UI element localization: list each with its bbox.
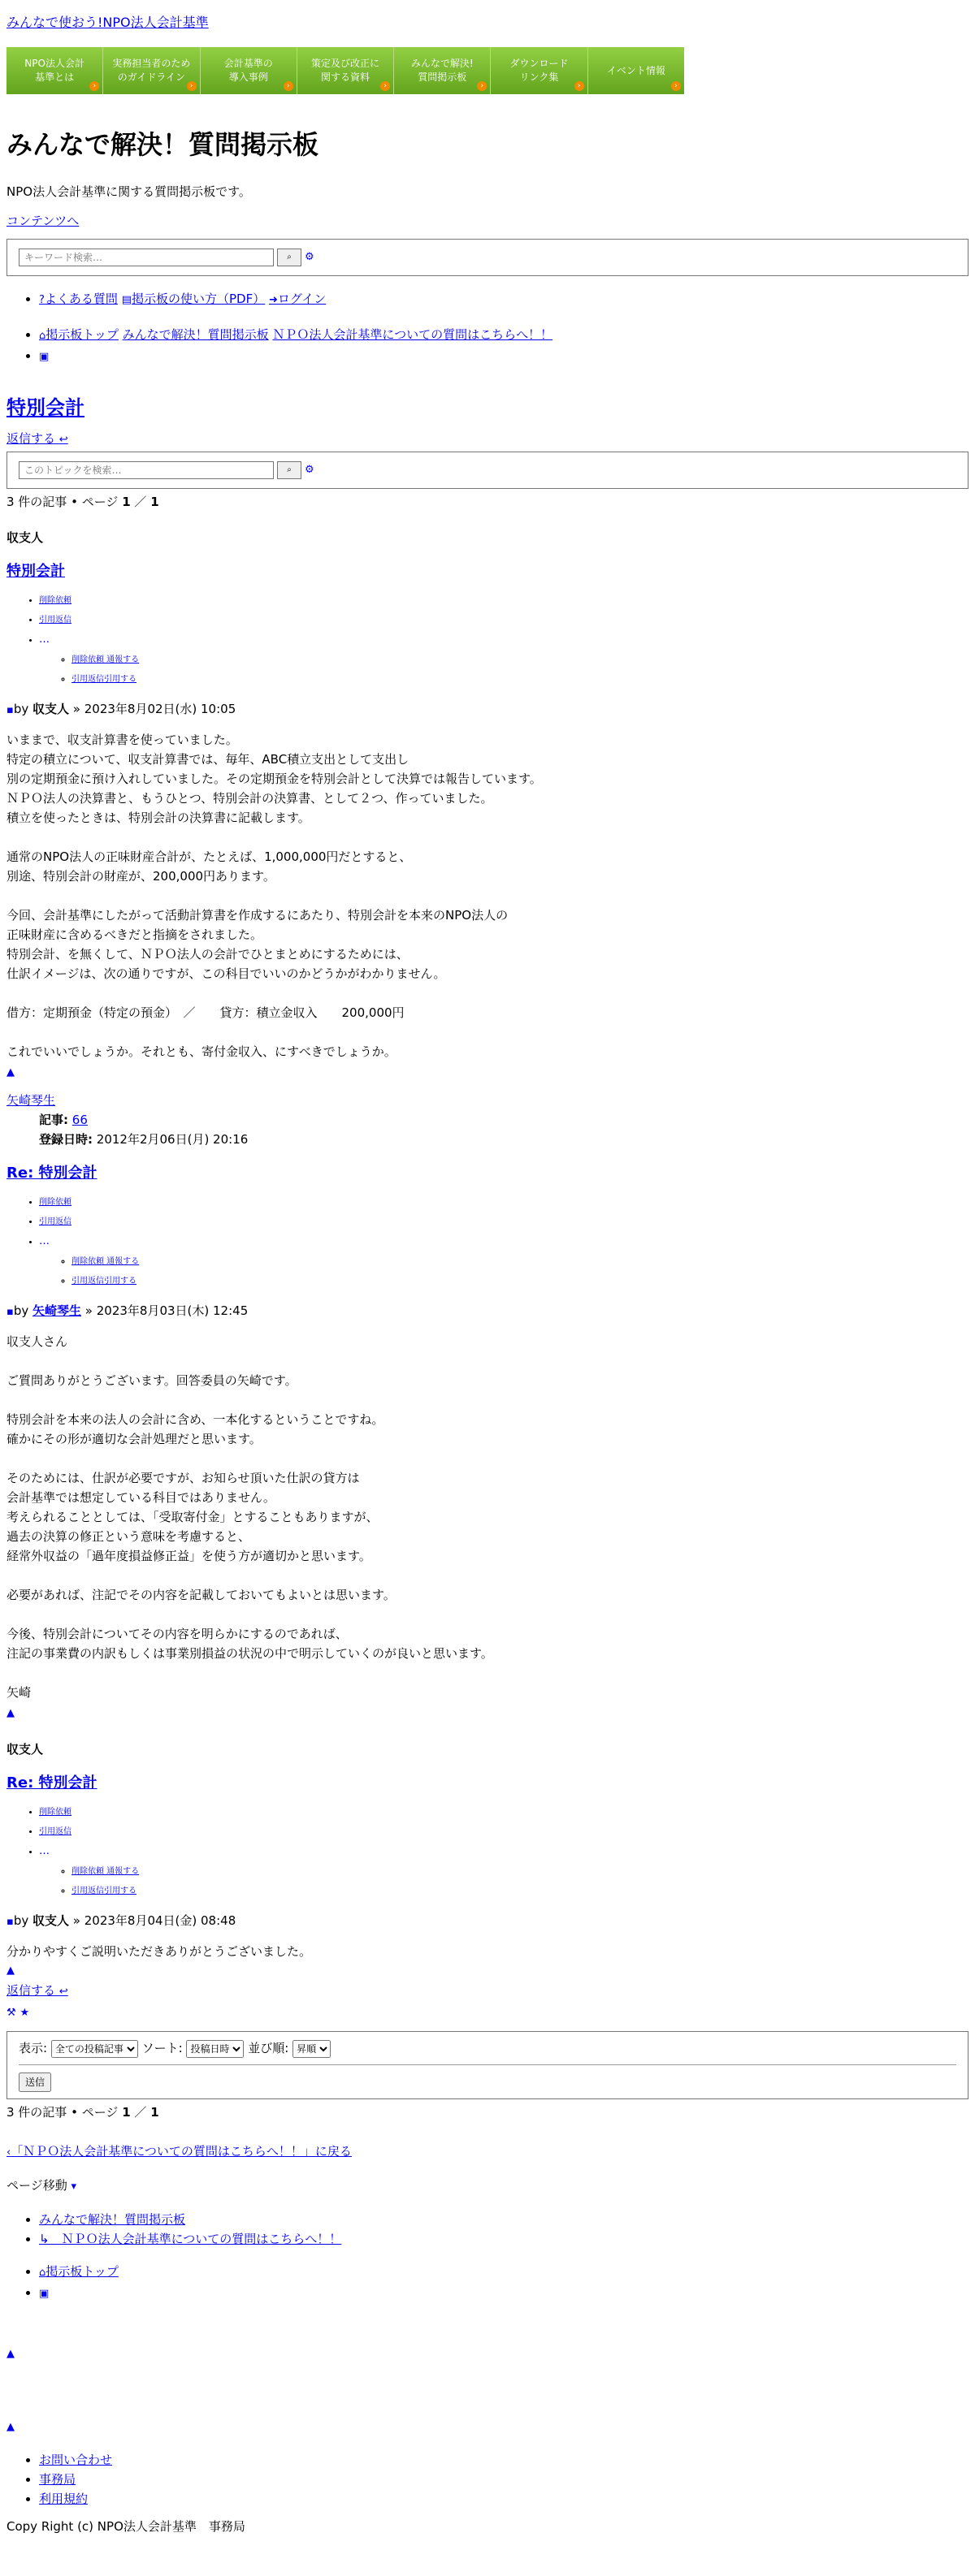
post-body-blank xyxy=(6,1390,968,1410)
reply-button-bottom[interactable] xyxy=(6,1981,968,2002)
faq-link[interactable] xyxy=(39,292,118,306)
post-actions xyxy=(6,591,968,689)
post-title-link[interactable]: Re: 特別会計 xyxy=(6,1165,98,1182)
nav-item-events[interactable] xyxy=(588,47,684,94)
more-icon[interactable]: … xyxy=(39,1845,50,1857)
terms-link[interactable]: 利用規約 xyxy=(39,2491,89,2506)
board-title: みんなで解決！質問掲示板 xyxy=(6,129,319,160)
nav-label-line2: 基準とは xyxy=(35,71,75,83)
quote-reply-link[interactable]: 引用返信 xyxy=(39,616,72,625)
reply-button-label: 返信する xyxy=(6,431,56,446)
back-to-top-icon[interactable]: ▲ xyxy=(6,1707,15,1719)
breadcrumb-forum[interactable]: ＮＰＯ法人会計基準についての質問はこちらへ！！ xyxy=(272,327,553,342)
post-body-line: 会計基準では想定している科目ではありません。 xyxy=(6,1490,275,1505)
nav-label-line2: 導入事例 xyxy=(228,71,268,83)
post-body-line: 分かりやすくご説明いただきありがとうございました。 xyxy=(6,1944,312,1959)
post-permalink-icon[interactable]: ▪ xyxy=(6,1916,14,1928)
nav-label-line1: NPO法人会計 xyxy=(24,58,84,69)
post-author: 収支人 xyxy=(32,1913,70,1928)
contact-link[interactable]: お問い合わせ xyxy=(39,2452,113,2467)
post-action-item xyxy=(39,591,968,611)
post-action-item xyxy=(72,1272,968,1291)
arrow-icon: › xyxy=(671,81,681,91)
report-link[interactable]: 削除依頼 通報する xyxy=(72,1867,140,1876)
delete-request-link[interactable]: 削除依頼 xyxy=(39,596,72,605)
breadcrumb-board[interactable]: みんなで解決！質問掲示板 xyxy=(122,327,269,342)
post-body-line: 過去の決算の修正という意味を考慮すると、 xyxy=(6,1529,251,1544)
footer-nav-item xyxy=(39,2283,968,2304)
delete-request-link[interactable]: 削除依頼 xyxy=(39,1808,72,1817)
post-body-blank xyxy=(6,886,968,905)
back-to-top-icon[interactable]: ▲ xyxy=(6,1964,15,1977)
topic-search-input[interactable] xyxy=(19,461,274,479)
page xyxy=(0,13,975,2536)
arrow-icon: › xyxy=(477,81,487,91)
wrench-icon[interactable]: ⚒ xyxy=(6,2007,16,2019)
advanced-search-icon[interactable]: ⚙ xyxy=(305,251,314,263)
post xyxy=(6,1740,968,1981)
footer-board-top-link[interactable] xyxy=(39,2264,119,2279)
nav-item-board[interactable] xyxy=(394,47,491,94)
post-body-blank xyxy=(6,1449,968,1468)
post-by: by xyxy=(13,1303,29,1318)
caret-down-icon: ▾ xyxy=(71,2180,77,2193)
quote-link[interactable]: 引用返信引用する xyxy=(72,1887,136,1895)
reply-icon: ↩ xyxy=(58,434,68,446)
board-description: NPO法人会計基準に関する質問掲示板です。 xyxy=(6,184,251,199)
login-icon: ➜ xyxy=(269,294,278,306)
post-action-item xyxy=(72,1252,968,1272)
up-arrow-icon[interactable]: ▲ xyxy=(6,2347,15,2360)
arrow-icon: › xyxy=(89,81,99,91)
quote-link[interactable]: 引用返信引用する xyxy=(72,1277,136,1286)
topic-title xyxy=(6,395,968,421)
topic-tools xyxy=(6,2002,968,2023)
arrow-icon: › xyxy=(574,81,584,91)
sort-key-label: ソート: xyxy=(141,2041,183,2055)
post-body-line: 確かにその形が適切な会計処理だと思います。 xyxy=(6,1432,262,1446)
post-body-blank xyxy=(6,1022,968,1042)
post-body-line: 特別会計、を無くして、ＮＰＯ法人の会計でひとまとめにするためには、 xyxy=(6,947,409,962)
post-body-blank xyxy=(6,983,968,1003)
post-action-item xyxy=(39,1803,968,1822)
post-action-item xyxy=(72,1882,968,1901)
topic-search-form xyxy=(6,452,968,489)
arrow-icon: › xyxy=(380,81,390,91)
post-title-link[interactable]: Re: 特別会計 xyxy=(6,1774,98,1792)
rss-icon[interactable]: ▣ xyxy=(39,351,50,363)
footer-spacer xyxy=(6,2416,968,2437)
sort-order-label: 並び順: xyxy=(248,2041,289,2055)
post-action-item xyxy=(72,1862,968,1882)
sort-divider xyxy=(19,2064,956,2065)
page-total: 1 xyxy=(150,495,159,509)
quote-link[interactable]: 引用返信引用する xyxy=(72,675,136,684)
footer-nav xyxy=(6,2262,968,2304)
sort-key-select[interactable] xyxy=(186,2040,244,2058)
nav-item-guideline[interactable] xyxy=(103,47,200,94)
arrow-icon: › xyxy=(284,81,293,91)
post-body-line: 今後、特別会計についてその内容を明らかにするのであれば、 xyxy=(6,1627,348,1641)
profile-name-link[interactable]: 矢崎琴生 xyxy=(6,1093,56,1108)
post-body-line: 借方：定期預金（特定の預金） ／ 貸方：積立金収入 200,000円 xyxy=(6,1005,405,1020)
page-total: 1 xyxy=(150,2104,159,2120)
usage-pdf-link-label: 掲示板の使い方（PDF） xyxy=(132,292,266,306)
footer-links xyxy=(6,2450,968,2509)
nav-label-line1: 策定及び改正に xyxy=(310,58,379,69)
faq-link-label: よくある質問 xyxy=(44,292,118,306)
file-icon: ▤ xyxy=(121,294,132,306)
post-body-line: 注記の事業費の内訳もしくは事業別損益の状況の中で明示していくのが良いと思います。 xyxy=(6,1646,493,1661)
post-action-item xyxy=(39,1232,968,1291)
profile-posts-link[interactable]: 66 xyxy=(72,1113,88,1127)
page-current: 1 xyxy=(122,2104,131,2120)
back-to-top-icon[interactable]: ▲ xyxy=(6,1066,15,1078)
quick-links xyxy=(6,289,968,310)
pagination-info xyxy=(6,2103,968,2122)
delete-request-link[interactable]: 削除依頼 xyxy=(39,1198,72,1207)
up-arrow-icon[interactable]: ▲ xyxy=(6,2420,15,2433)
post-body-line: いままで、収支計算書を使っていました。 xyxy=(6,733,238,747)
reply-button[interactable] xyxy=(6,429,968,450)
pagination-info xyxy=(6,492,968,512)
post-body-blank xyxy=(6,1351,968,1371)
nav-item-materials[interactable] xyxy=(297,47,394,94)
nav-label-line1: ダウンロード xyxy=(509,58,569,69)
post-body-line: 別途、特別会計の財産が、200,000円あります。 xyxy=(6,869,275,884)
nav-item-cases[interactable] xyxy=(201,47,297,94)
post-date: » 2023年8月02日(水) 10:05 xyxy=(72,702,236,716)
nav-label-line1: みんなで解決! xyxy=(410,58,474,69)
jumpbox-item xyxy=(39,2229,968,2249)
post-body-line: そのためには、仕訳が必要ですが、お知らせ頂いた仕訳の貸方は xyxy=(6,1471,360,1485)
skip-to-content-link[interactable]: コンテンツへ xyxy=(6,214,80,228)
nav-label-line1: 実務担当者のため xyxy=(112,58,191,69)
quote-reply-link[interactable]: 引用返信 xyxy=(39,1827,72,1836)
post-body-line: 経常外収益の「過年度損益修正益」を使う方が適切かと思います。 xyxy=(6,1549,371,1563)
jumpbox-item xyxy=(39,2210,968,2229)
post-action-submenu xyxy=(39,1252,968,1291)
post-byline xyxy=(6,1301,968,1322)
sort-form xyxy=(6,2031,968,2099)
post-byline xyxy=(6,1911,968,1932)
post-author-label: 収支人 xyxy=(6,1742,44,1757)
login-link[interactable] xyxy=(269,292,326,306)
quote-reply-link[interactable]: 引用返信 xyxy=(39,1217,72,1226)
search-button[interactable] xyxy=(277,461,301,479)
site-title-link[interactable]: みんなで使おう!NPO法人会計基準 xyxy=(6,15,209,30)
jumpbox[interactable] xyxy=(6,2176,968,2197)
post-permalink-icon[interactable]: ▪ xyxy=(6,704,14,716)
footer-link-item xyxy=(39,2470,968,2489)
board-search-form xyxy=(6,239,968,276)
nav-item-download[interactable] xyxy=(491,47,587,94)
nav-label-line2: 質問掲示板 xyxy=(418,71,467,83)
post-action-item xyxy=(39,1842,968,1901)
nav-label-line1: 会計基準の xyxy=(223,58,273,69)
post-author-link[interactable]: 矢崎琴生 xyxy=(32,1303,82,1318)
copyright: Copy Right (c) NPO法人会計基準 事務局 xyxy=(6,2518,245,2534)
post-body-blank xyxy=(6,1605,968,1624)
post-body-blank xyxy=(6,1566,968,1585)
footer-link-item xyxy=(39,2450,968,2470)
nav-label-line2: 関する資料 xyxy=(320,71,370,83)
report-link[interactable]: 削除依頼 通報する xyxy=(72,1257,140,1266)
post-body-line: 仕訳イメージは、次の通りですが、この科目でいいのかどうかがわかりません。 xyxy=(6,966,446,981)
jumpbox-link[interactable]: ↳ ＮＰＯ法人会計基準についての質問はこちらへ！！ xyxy=(39,2231,342,2246)
reply-button-label: 返信する xyxy=(6,1983,56,1998)
more-icon[interactable]: … xyxy=(39,633,50,646)
rss-icon[interactable]: ▣ xyxy=(39,2287,50,2300)
post-action-item xyxy=(72,670,968,689)
post-profile xyxy=(6,1091,968,1149)
post-action-submenu xyxy=(39,650,968,689)
post-body-line: ＮＰＯ法人の決算書と、もうひとつ、特別会計の決算書、として２つ、作っていました。 xyxy=(6,791,493,806)
search-icon: ⌕ xyxy=(287,253,292,261)
post-body-line: ご質問ありがとうございます。回答委員の矢崎です。 xyxy=(6,1373,297,1388)
post-body-line: 特定の積立について、収支計算書では、毎年、ABC積立支出として支出し xyxy=(6,752,410,767)
nav-label-line2: リンク集 xyxy=(519,71,559,83)
submit-button[interactable]: 送信 xyxy=(19,2072,51,2092)
post-permalink-icon[interactable]: ▪ xyxy=(6,1306,14,1318)
profile-joined-label: 登録日時: xyxy=(39,1132,93,1147)
post xyxy=(6,1164,968,1723)
topic-title-link[interactable]: 特別会計 xyxy=(6,396,84,419)
post-action-item xyxy=(39,1822,968,1842)
footer-board-top-label: 掲示板トップ xyxy=(46,2263,119,2279)
return-to-forum-link[interactable] xyxy=(6,2142,968,2163)
breadcrumb-item xyxy=(39,325,968,346)
page-current: 1 xyxy=(122,495,131,509)
home-icon: ⌂ xyxy=(39,330,46,342)
footer-spacer xyxy=(6,2343,968,2364)
post-body xyxy=(6,730,968,1061)
nav-label-line1: イベント情報 xyxy=(606,64,665,76)
breadcrumb xyxy=(6,325,968,367)
report-link[interactable]: 削除依頼 通報する xyxy=(72,655,140,664)
footer-nav-item xyxy=(39,2262,968,2283)
search-button[interactable] xyxy=(277,249,301,266)
profile-joined xyxy=(39,1130,968,1149)
arrow-icon: › xyxy=(187,81,197,91)
post-body-line: 必要があれば、注記でその内容を記載しておいてもよいとは思います。 xyxy=(6,1588,396,1602)
chevron-left-icon: ‹ xyxy=(6,2146,11,2159)
post-body-line: 積立を使ったときは、特別会計の決算書に記載します。 xyxy=(6,810,310,825)
profile-posts xyxy=(39,1110,968,1130)
post-byline xyxy=(6,699,968,720)
login-link-label: ログイン xyxy=(277,292,327,306)
return-to-forum-label: 「ＮＰＯ法人会計基準についての質問はこちらへ！！」に戻る xyxy=(11,2143,352,2159)
post-action-item xyxy=(39,611,968,630)
post-body-line: これでいいでしょうか。それとも、寄付金収入、にすべきでしょうか。 xyxy=(6,1044,396,1059)
post-title xyxy=(6,1774,968,1793)
nav-item-kijun[interactable] xyxy=(6,47,103,94)
usage-pdf-link[interactable] xyxy=(122,292,266,306)
profile-posts-label: 記事: xyxy=(39,1113,68,1127)
post-action-item xyxy=(39,630,968,689)
more-icon[interactable]: … xyxy=(39,1235,50,1247)
nav-label-line2: のガイドライン xyxy=(117,71,186,83)
post xyxy=(6,528,968,1083)
sort-display-label: 表示: xyxy=(19,2041,48,2055)
post-by: by xyxy=(13,1913,29,1928)
post-body-line: 別の定期預金に預け入れしていました。その定期預金を特別会計として決算では報告しています。 xyxy=(6,772,542,786)
question-icon: ? xyxy=(39,294,45,306)
post-author: 収支人 xyxy=(32,702,70,716)
page-separator: ／ xyxy=(134,2104,147,2120)
quick-links-item xyxy=(39,289,968,310)
profile-joined-value: 2012年2月06日(月) 20:16 xyxy=(96,1132,249,1147)
advanced-search-icon[interactable]: ⚙ xyxy=(305,464,314,476)
post-title xyxy=(6,1164,968,1183)
post-count-text: 3 件の記事 • ページ xyxy=(6,495,119,509)
breadcrumb-board-top[interactable] xyxy=(39,327,119,342)
jumpbox-label: ページ移動 xyxy=(6,2177,67,2193)
post-body-line: 収支人さん xyxy=(6,1334,68,1349)
post-body-line: 今回、会計基準にしたがって活動計算書を作成するにあたり、特別会計を本来のNPO法人の xyxy=(6,908,509,923)
home-icon: ⌂ xyxy=(39,2266,46,2279)
post-title-link[interactable]: 特別会計 xyxy=(6,563,65,580)
post-actions xyxy=(6,1193,968,1291)
search-icon: ⌕ xyxy=(287,465,292,474)
post-actions xyxy=(6,1803,968,1901)
post-date: » 2023年8月04日(金) 08:48 xyxy=(72,1913,236,1928)
post-title xyxy=(6,562,968,581)
footer-link-item xyxy=(39,2489,968,2509)
jumpbox-list xyxy=(6,2210,968,2249)
post-body-line: 正味財産に含めるべきだと指摘をされました。 xyxy=(6,927,263,942)
post-action-submenu xyxy=(39,1862,968,1901)
post-body xyxy=(6,1942,968,1961)
breadcrumb-item xyxy=(39,346,968,367)
board-search-input[interactable] xyxy=(19,249,274,266)
post-body-line: 矢崎 xyxy=(6,1685,32,1700)
post-action-item xyxy=(39,1193,968,1212)
post-action-item xyxy=(72,650,968,670)
post-body xyxy=(6,1332,968,1702)
bookmark-icon[interactable]: ★ xyxy=(20,2007,30,2019)
global-nav xyxy=(6,47,684,94)
sort-order-select[interactable] xyxy=(292,2040,331,2058)
post-body-line: 考えられることとしては、「受取寄付金」とすることもありますが、 xyxy=(6,1510,379,1524)
post-body-blank xyxy=(6,1663,968,1683)
breadcrumb-board-top-label: 掲示板トップ xyxy=(46,327,119,342)
post-action-item xyxy=(39,1212,968,1232)
reply-icon: ↩ xyxy=(58,1986,68,1998)
jumpbox-link[interactable]: みんなで解決！質問掲示板 xyxy=(39,2211,186,2227)
post-body-line: 通常のNPO法人の正味財産合計が、たとえば、1,000,000円だとすると、 xyxy=(6,849,412,864)
post-count-text: 3 件の記事 • ページ xyxy=(6,2104,119,2120)
display-select[interactable] xyxy=(51,2040,138,2058)
office-link[interactable]: 事務局 xyxy=(39,2471,76,2487)
post-author-label: 収支人 xyxy=(6,530,44,545)
post-body-blank xyxy=(6,828,968,847)
post-body-line: 特別会計を本来の法人の会計に含め、一本化するということですね。 xyxy=(6,1412,384,1427)
page-separator: ／ xyxy=(134,495,147,509)
post-date: » 2023年8月03日(木) 12:45 xyxy=(84,1303,249,1318)
post-by: by xyxy=(13,702,29,716)
profile-details xyxy=(39,1110,968,1149)
